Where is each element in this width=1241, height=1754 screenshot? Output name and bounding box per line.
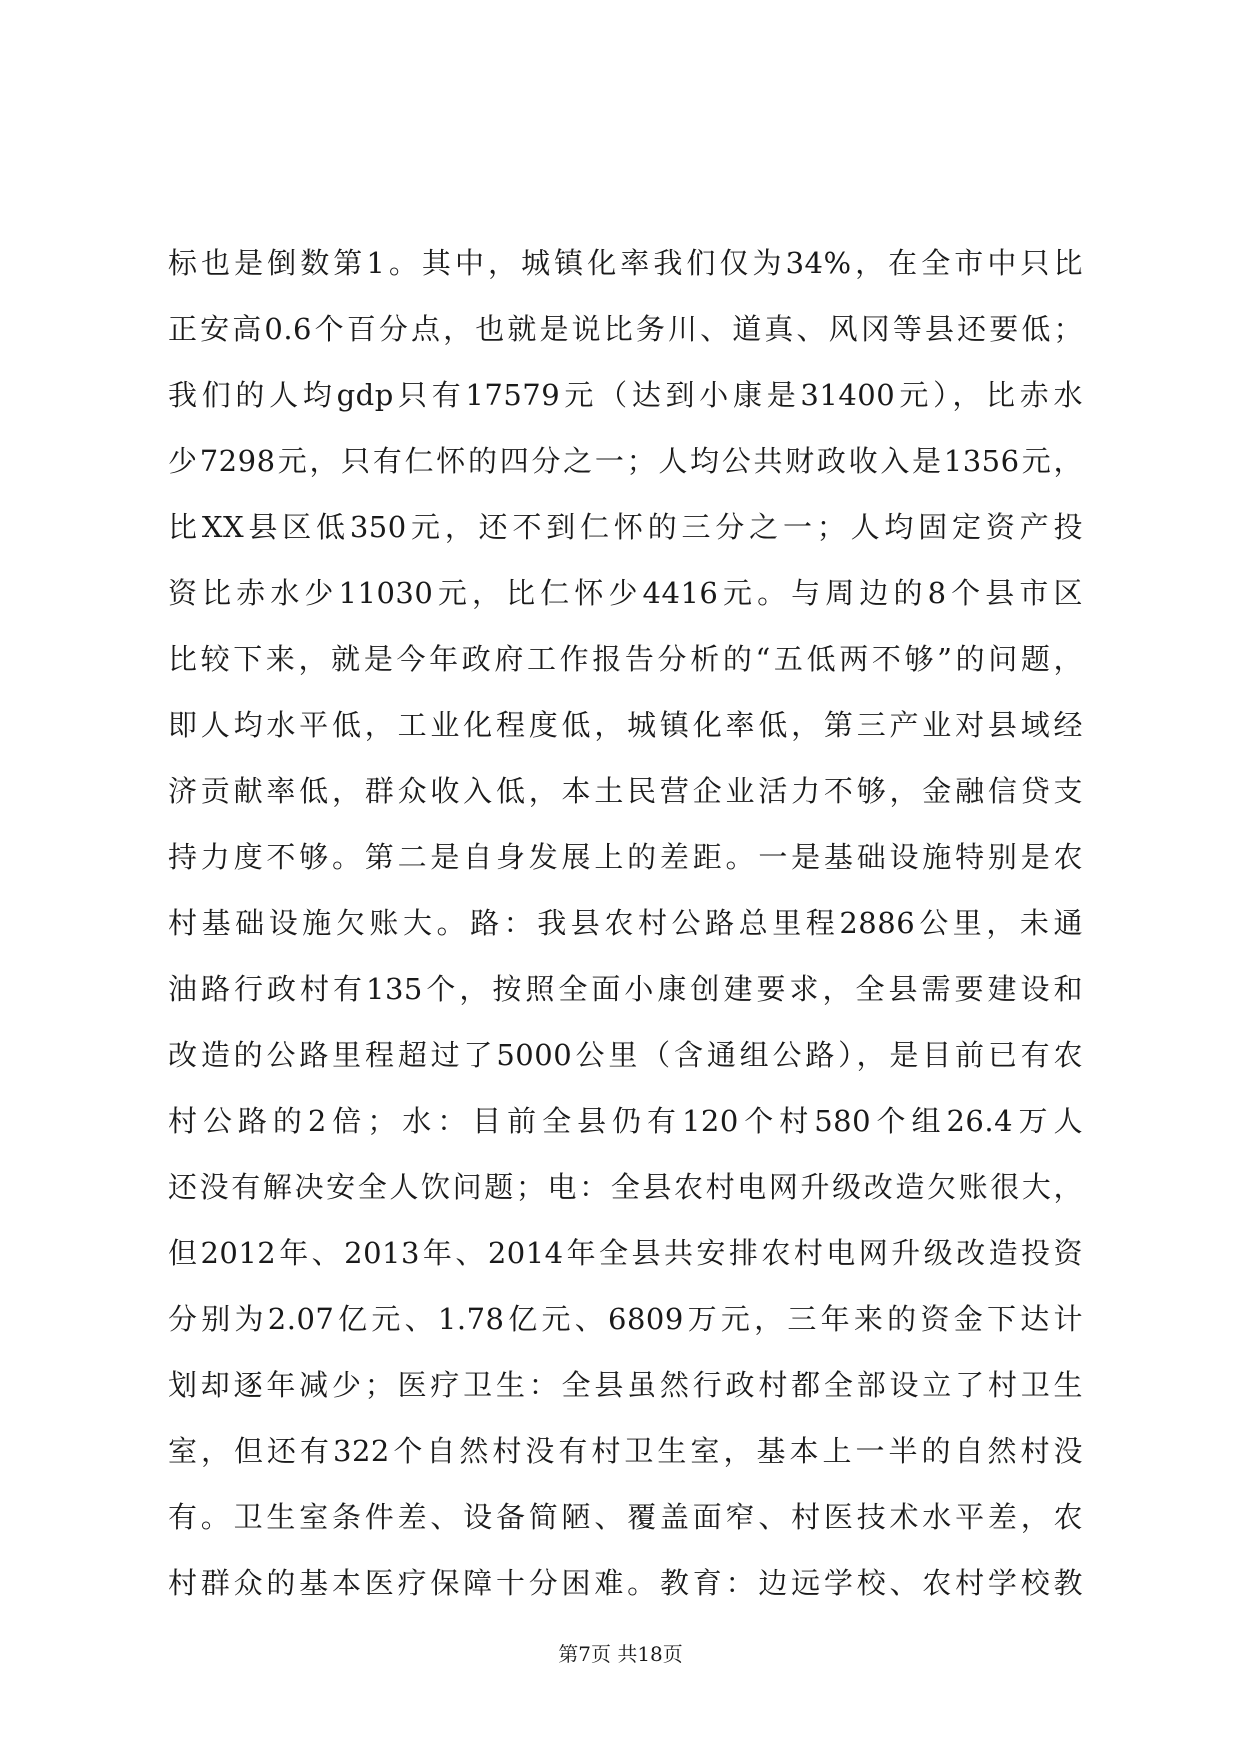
body-paragraph <box>168 230 1083 1616</box>
page-number-label: 第7页 共18页 <box>558 1642 683 1666</box>
text-line-10: 持力度不够。第二是自身发展上的差距。一是基础设施特别是农 <box>168 840 1083 874</box>
text-line-8: 即人均水平低，工业化程度低，城镇化率低，第三产业对县域经 <box>168 708 1083 742</box>
text-line-7: 比较下来，就是今年政府工作报告分析的“五低两不够”的问题， <box>168 642 1083 676</box>
text-line-13: 改造的公路里程超过了5000公里（含通组公路），是目前已有农 <box>168 1038 1083 1072</box>
text-line-5: 比XX县区低350元，还不到仁怀的三分之一；人均固定资产投 <box>168 510 1083 544</box>
text-line-16: 但2012年、2013年、2014年全县共安排农村电网升级改造投资 <box>168 1236 1083 1270</box>
text-line-20: 有。卫生室条件差、设备简陋、覆盖面窄、村医技术水平差，农 <box>168 1500 1083 1534</box>
text-line-18: 划却逐年减少；医疗卫生：全县虽然行政村都全部设立了村卫生 <box>168 1368 1083 1402</box>
text-line-11: 村基础设施欠账大。路：我县农村公路总里程2886公里，未通 <box>168 906 1083 940</box>
text-line-15: 还没有解决安全人饮问题；电：全县农村电网升级改造欠账很大， <box>168 1170 1083 1204</box>
text-line-2: 正安高0.6个百分点，也就是说比务川、道真、风冈等县还要低； <box>168 312 1083 346</box>
text-line-9: 济贡献率低，群众收入低，本土民营企业活力不够，金融信贷支 <box>168 774 1083 808</box>
text-line-4: 少7298元，只有仁怀的四分之一；人均公共财政收入是1356元， <box>168 444 1083 478</box>
text-line-3: 我们的人均gdp只有17579元（达到小康是31400元），比赤水 <box>168 378 1083 412</box>
text-line-1: 标也是倒数第1。其中，城镇化率我们仅为34%，在全市中只比 <box>168 246 1083 280</box>
page-footer <box>0 1638 1241 1667</box>
text-line-17: 分别为2.07亿元、1.78亿元、6809万元，三年来的资金下达计 <box>168 1302 1083 1336</box>
text-line-12: 油路行政村有135个，按照全面小康创建要求，全县需要建设和 <box>168 972 1083 1006</box>
text-line-19: 室，但还有322个自然村没有村卫生室，基本上一半的自然村没 <box>168 1434 1083 1468</box>
text-line-6: 资比赤水少11030元，比仁怀少4416元。与周边的8个县市区 <box>168 576 1083 610</box>
text-line-21: 村群众的基本医疗保障十分困难。教育：边远学校、农村学校教 <box>168 1566 1083 1600</box>
text-line-14: 村公路的2倍；水：目前全县仍有120个村580个组26.4万人 <box>168 1104 1083 1138</box>
